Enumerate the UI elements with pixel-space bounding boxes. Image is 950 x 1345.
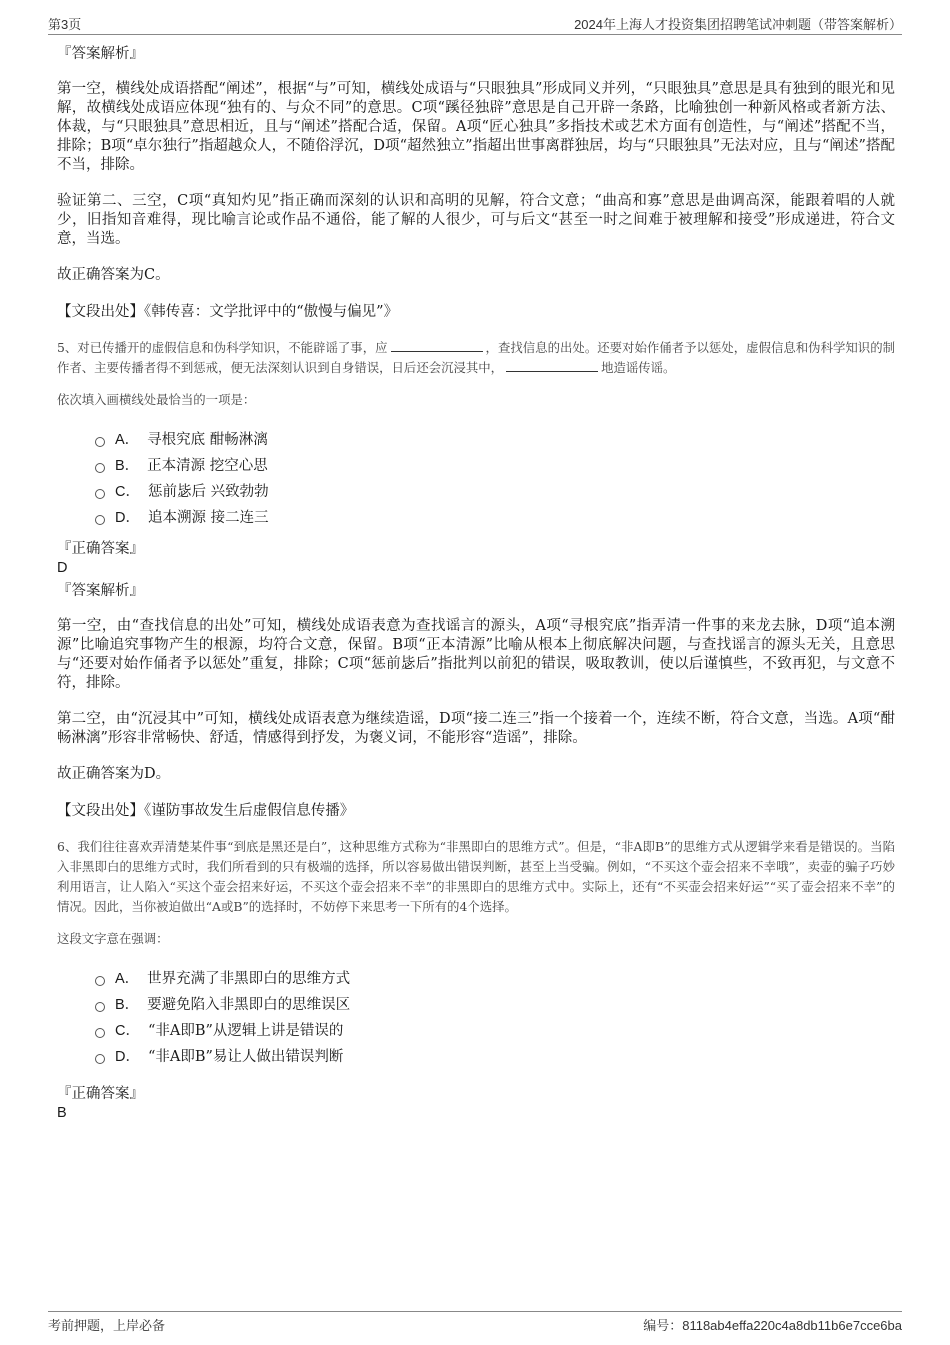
option-text: “非A即B”易让人做出错误判断	[147, 1049, 344, 1065]
q6-option-b[interactable]	[95, 992, 895, 1018]
radio-icon[interactable]	[95, 1002, 105, 1012]
radio-icon[interactable]	[95, 463, 105, 473]
q5-analysis-paragraph-3: 故正确答案为D。	[57, 766, 171, 782]
option-text: 要避免陷入非黑即白的思维误区	[147, 997, 351, 1013]
document-serial: 编号：8118ab4effa220c4a8db11b6e7cce6ba	[643, 1318, 902, 1333]
q5-option-d[interactable]	[95, 505, 895, 531]
option-text: 寻根究底 酣畅淋漓	[147, 432, 268, 448]
option-text: 正本清源 挖空心思	[147, 458, 268, 474]
q4-analysis-paragraph-3: 故正确答案为C。	[57, 267, 170, 283]
q5-source: 【文段出处】《谨防事故发生后虚假信息传播》	[57, 803, 355, 819]
q4-analysis-paragraph-2: 验证第二、三空，C项“真知灼见”指正确而深刻的认识和高明的见解，符合文意；“曲高和寡”意思是曲调高深，能跟着唱的人就少，旧指知音难得，现比喻言论或作品不通俗，能了解的人很少，可与后文“甚至一时之间难于被理解和接受”形成递进，符合文意，当选。	[57, 193, 895, 247]
q6-option-a[interactable]	[95, 966, 895, 992]
q5-prompt: 依次填入画横线处最恰当的一项是：	[57, 392, 256, 407]
document-title: 2024年上海人才投资集团招聘笔试冲刺题（带答案解析）	[574, 17, 902, 32]
option-letter: C．	[115, 1023, 140, 1039]
option-text: “非A即B”从逻辑上讲是错误的	[147, 1023, 344, 1039]
option-letter: A．	[115, 971, 140, 987]
q5-stem-part-1: 5、对已传播开的虚假信息和伪科学知识，不能辟谣了事，应	[57, 340, 388, 355]
q5-option-b[interactable]	[95, 453, 895, 479]
q5-options	[95, 427, 895, 531]
radio-icon[interactable]	[95, 437, 105, 447]
q5-blank-1	[391, 338, 483, 352]
q4-analysis-paragraph-1: 第一空，横线处成语搭配“阐述”，根据“与”可知，横线处成语与“只眼独具”形成同义并列，“只眼独具”意思是具有独到的眼光和见解，故横线处成语应体现“独有的、与众不同”的意思。C项“蹊径独辟”意思是自己开辟一条路，比喻独创一种新风格或者新方法、体裁，与“只眼独具”意思相近，且与“阐述”搭配合适，保留。A项“匠心独具”多指技术或艺术方面有创造性，与“阐述”搭配不当，排除；B项“卓尔独行”指超越众人，不随俗浮沉，D项“超然独立”指超出世事离群独居，均与“只眼独具”无法对应，且与“阐述”搭配不当，排除。	[57, 81, 895, 173]
q5-analysis-paragraph-1: 第一空，由“查找信息的出处”可知，横线处成语表意为查找谣言的源头，A项“寻根究底”指弄清一件事的来龙去脉，D项“追本溯源”比喻追究事物产生的根源，均符合文意，保留。B项“正本清源”比喻从根本上彻底解决问题，与查找谣言的源头无关，且意思与“还要对始作俑者予以惩处”重复，排除；C项“惩前毖后”指批判以前犯的错误，吸取教训，使以后谨慎些，不致再犯，与文意不符，排除。	[57, 618, 895, 691]
option-letter: B．	[115, 458, 140, 474]
option-letter: D．	[115, 1049, 140, 1065]
option-letter: C．	[115, 484, 140, 500]
q6-options	[95, 966, 895, 1070]
page-content	[57, 44, 895, 1126]
q5-option-a[interactable]	[95, 427, 895, 453]
q6-answer: B	[57, 1105, 67, 1121]
option-letter: D．	[115, 510, 140, 526]
q5-stem-part-2: ，查找信息的出处。还要对始作俑者予以惩处，虚假信息和伪科学知识的制作者、主要传播者得不到惩戒，便无法深刻认识到自身错误，日后还会沉浸其中，	[57, 340, 896, 375]
radio-icon[interactable]	[95, 1054, 105, 1064]
q6-answer-label: 『正确答案』	[57, 1086, 144, 1102]
option-text: 追本溯源 接二连三	[147, 510, 269, 526]
q5-analysis-paragraph-2: 第二空，由“沉浸其中”可知，横线处成语表意为继续造谣，D项“接二连三”指一个接着一个，连续不断，符合文意，当选。A项“酣畅淋漓”形容非常畅快、舒适，情感得到抒发，为褒义词，不能形容“造谣”，排除。	[57, 711, 895, 746]
q5-answer: D	[57, 560, 68, 576]
option-text: 惩前毖后 兴致勃勃	[147, 484, 269, 500]
page-footer	[48, 1311, 902, 1338]
q5-answer-label: 『正确答案』	[57, 541, 144, 557]
q5-blank-2	[506, 358, 598, 372]
q6-option-c[interactable]	[95, 1018, 895, 1044]
option-letter: A．	[115, 432, 140, 448]
q5-option-c[interactable]	[95, 479, 895, 505]
q5-analysis-label: 『答案解析』	[57, 583, 144, 599]
q5-stem-part-3: 地造谣传谣。	[601, 360, 676, 375]
radio-icon[interactable]	[95, 489, 105, 499]
option-letter: B．	[115, 997, 140, 1013]
page-header	[48, 12, 902, 35]
radio-icon[interactable]	[95, 1028, 105, 1038]
option-text: 世界充满了非黑即白的思维方式	[147, 971, 351, 987]
q5-stem	[57, 338, 895, 378]
page-number: 第3页	[48, 17, 82, 32]
q6-prompt: 这段文字意在强调：	[57, 931, 169, 946]
q6-stem: 6、我们往往喜欢弄清楚某件事“到底是黑还是白”，这种思维方式称为“非黑即白的思维方式”。但是，“非A即B”的思维方式从逻辑学来看是错误的。当陷入非黑即白的思维方式时，我们所看到的只有极端的选择，所以容易做出错误判断，甚至上当受骗。例如，“不买这个壶会招来不幸哦”，卖壶的骗子巧妙利用语言，让人陷入“买这个壶会招来好运，不买这个壶会招来不幸”的非黑即白的思维方式中。实际上，还有“不买壶会招来好运”“买了壶会招来不幸”的情况。因此，当你被迫做出“A或B”的选择时，不妨停下来思考一下所有的4个选择。	[57, 839, 895, 914]
q4-source: 【文段出处】《韩传喜：文学批评中的“傲慢与偏见”》	[57, 304, 399, 320]
footer-motto: 考前押题，上岸必备	[48, 1318, 166, 1333]
radio-icon[interactable]	[95, 976, 105, 986]
q4-analysis-label: 『答案解析』	[57, 46, 144, 62]
radio-icon[interactable]	[95, 515, 105, 525]
q6-option-d[interactable]	[95, 1044, 895, 1070]
